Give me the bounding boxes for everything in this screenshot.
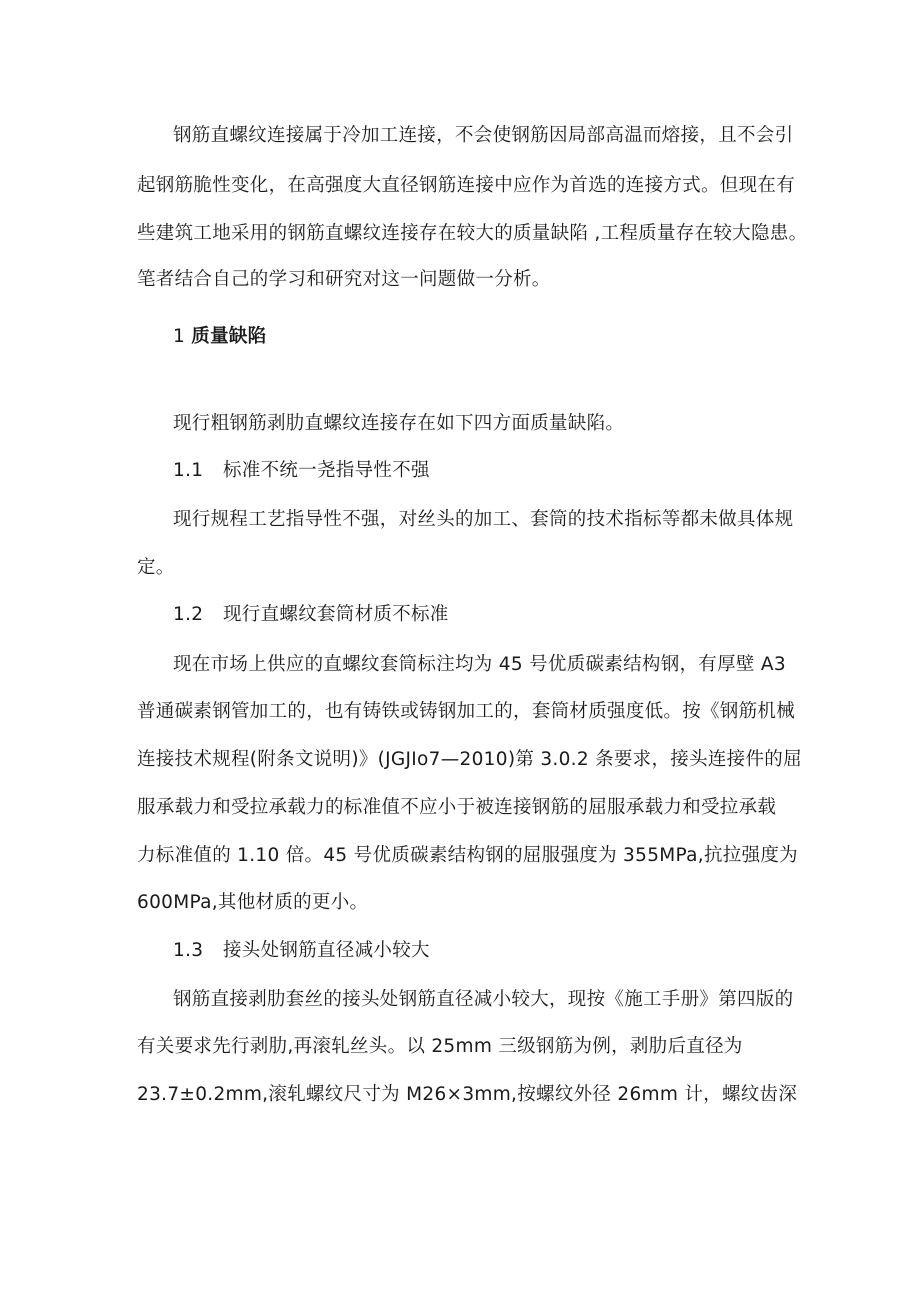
intro-line-3: 些建筑工地采用的钢筋直螺纹连接存在较大的质量缺陷 ,工程质量存在较大隐患。 — [137, 223, 808, 244]
intro-line-4: 笔者结合自己的学习和研究对这一问题做一分析。 — [137, 269, 551, 290]
subsection-1-3-title: 接头处钢筋直径减小较大 — [223, 940, 430, 961]
subsection-1-1-heading — [173, 459, 430, 483]
subsection-1-2-heading — [173, 603, 449, 627]
section-1-number: 1 — [173, 326, 186, 347]
section-1-intro: 现行粗钢筋剥肋直螺纹连接存在如下四方面质量缺陷。 — [173, 413, 625, 434]
subsection-1-2-title: 现行直螺纹套筒材质不标准 — [223, 604, 449, 625]
subsection-1-3-line-2: 有关要求先行剥肋,再滚轧丝头。以 25mm 三级钢筋为例，剥肋后直径为 — [137, 1036, 743, 1057]
section-1-title: 质量缺陷 — [191, 326, 267, 347]
subsection-1-3-number: 1.3 — [173, 940, 204, 961]
subsection-1-2-number: 1.2 — [173, 604, 204, 625]
subsection-1-2-line-5: 力标准值的 1.10 倍。45 号优质碳素结构钢的屈服强度为 355MPa,抗拉强度为 — [137, 845, 798, 866]
subsection-1-1-number: 1.1 — [173, 460, 204, 481]
intro-line-1: 钢筋直螺纹连接属于冷加工连接，不会使钢筋因局部高温而熔接，且不会引 — [173, 125, 794, 146]
subsection-1-1-line-2: 定。 — [137, 557, 175, 578]
subsection-1-2-line-4: 服承载力和受拉承载力的标准值不应小于被连接钢筋的屈服承载力和受拉承载 — [137, 797, 777, 818]
subsection-1-1-title: 标准不统一尧指导性不强 — [223, 460, 430, 481]
subsection-1-3-heading — [173, 939, 430, 963]
subsection-1-2-line-2: 普通碳素钢管加工的，也有铸铁或铸钢加工的，套筒材质强度低。按《钢筋机械 — [137, 701, 796, 722]
subsection-1-2-line-3: 连接技术规程(附条文说明)》(JGJIo7—2010)第 3.0.2 条要求，接头连接件的屈 — [137, 749, 802, 770]
subsection-1-3-line-1: 钢筋直接剥肋套丝的接头处钢筋直径减小较大，现按《施工手册》第四版的 — [173, 989, 794, 1010]
intro-line-2: 起钢筋脆性变化，在高强度大直径钢筋连接中应作为首选的连接方式。但现在有 — [137, 175, 796, 196]
subsection-1-2-line-6: 600MPa,其他材质的更小。 — [137, 892, 369, 913]
subsection-1-1-line-1: 现行规程工艺指导性不强，对丝头的加工、套筒的技术指标等都未做具体规 — [173, 509, 794, 530]
section-1-heading — [173, 325, 266, 349]
subsection-1-3-line-3: 23.7±0.2mm,滚轧螺纹尺寸为 M26×3mm,按螺纹外径 26mm 计，螺纹齿深 — [137, 1084, 798, 1105]
subsection-1-2-line-1: 现在市场上供应的直螺纹套筒标注均为 45 号优质碳素结构钢，有厚壁 A3 — [173, 654, 786, 675]
